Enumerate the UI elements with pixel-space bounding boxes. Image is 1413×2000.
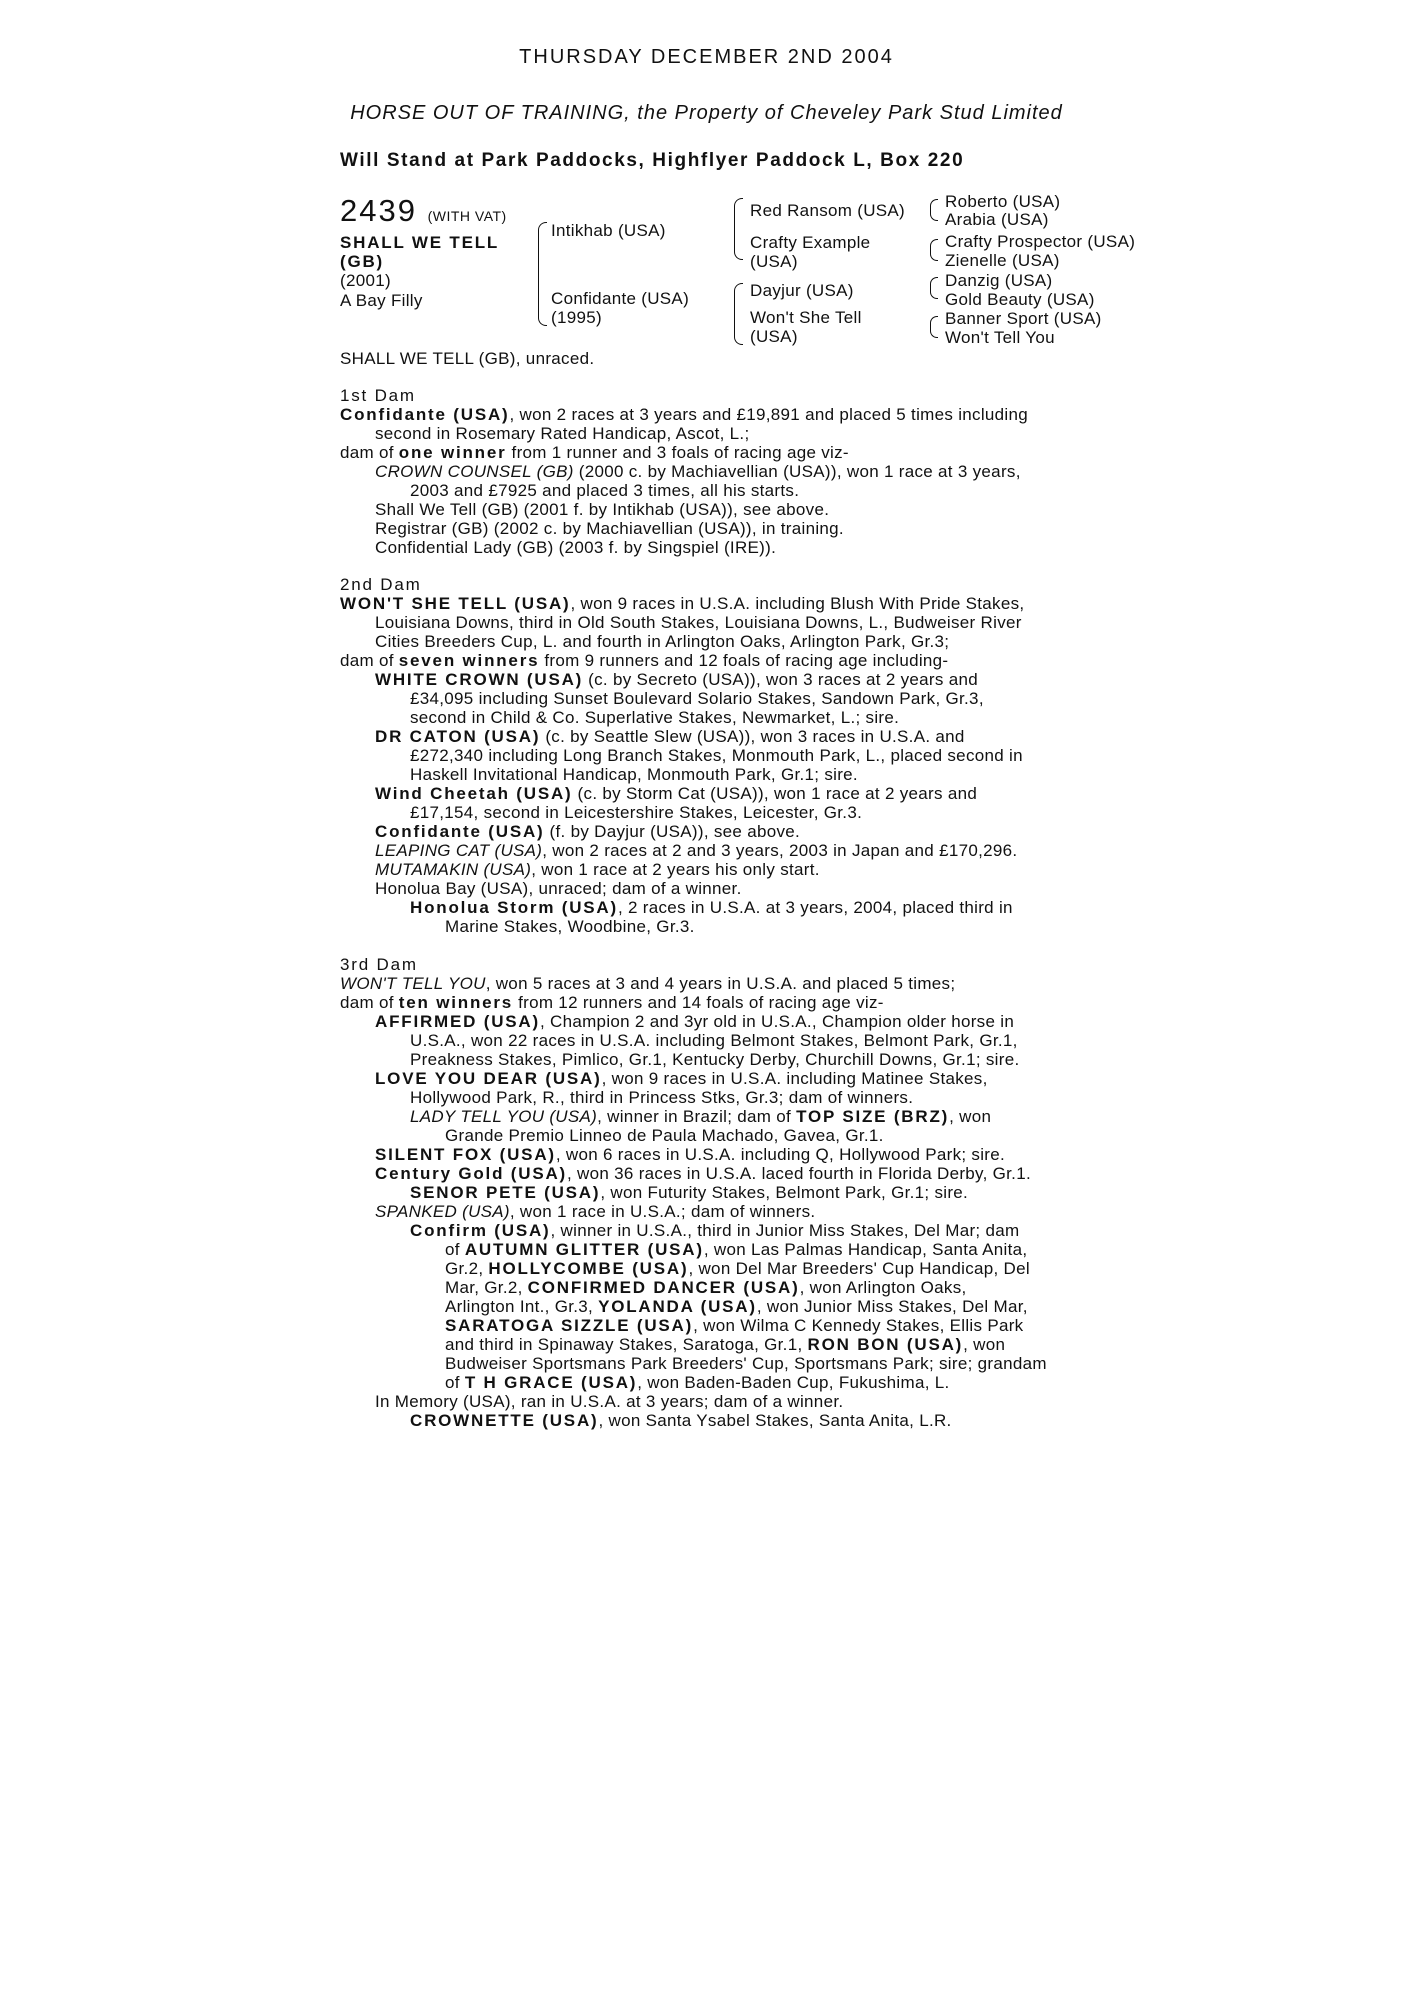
produce-line: £272,340 including Long Branch Stakes, Monmouth Park, L., placed second in — [410, 746, 1023, 765]
produce-line: Hollywood Park, R., third in Princess Stks, Gr.3; dam of winners. — [410, 1088, 914, 1107]
pedigree-sire-sire: Red Ransom (USA) — [750, 201, 906, 220]
produce-line: CROWNETTE (USA), won Santa Ysabel Stakes, Santa Anita, L.R. — [410, 1411, 952, 1430]
pedigree-ddd: Won't Tell You — [945, 328, 1055, 347]
section-heading: 2nd Dam — [340, 575, 422, 594]
horse-year: (2001) — [340, 271, 391, 290]
produce-line: SPANKED (USA), won 1 race in U.S.A.; dam of winners. — [375, 1202, 816, 1221]
pedigree-dam-year: (1995) — [551, 308, 602, 327]
produce-line: CROWN COUNSEL (GB) (2000 c. by Machiavellian (USA)), won 1 race at 3 years, — [375, 462, 1021, 481]
produce-line: Grande Premio Linneo de Paula Machado, Gavea, Gr.1. — [445, 1126, 884, 1145]
produce-line: Century Gold (USA), won 36 races in U.S.A. laced fourth in Florida Derby, Gr.1. — [375, 1164, 1031, 1183]
produce-line: SILENT FOX (USA), won 6 races in U.S.A. including Q, Hollywood Park; sire. — [375, 1145, 1006, 1164]
produce-line: of T H GRACE (USA), won Baden-Baden Cup, Fukushima, L. — [445, 1373, 950, 1392]
produce-line: £17,154, second in Leicestershire Stakes, Leicester, Gr.3. — [410, 803, 863, 822]
pedigree-sds: Crafty Prospector (USA) — [945, 232, 1136, 251]
produce-line: Preakness Stakes, Pimlico, Gr.1, Kentucky Derby, Churchill Downs, Gr.1; sire. — [410, 1050, 1020, 1069]
produce-line: Budweiser Sportsmans Park Breeders' Cup, Sportsmans Park; sire; grandam — [445, 1354, 1047, 1373]
sale-date: THURSDAY DECEMBER 2ND 2004 — [519, 46, 894, 68]
pedigree-sire: Intikhab (USA) — [551, 221, 666, 240]
horse-name: SHALL WE TELL — [340, 233, 500, 252]
pedigree-dsd: Gold Beauty (USA) — [945, 290, 1095, 309]
pedigree-sdd: Zienelle (USA) — [945, 251, 1060, 270]
dam-line: dam of seven winners from 9 runners and 12 foals of racing age including- — [340, 651, 949, 670]
produce-line: U.S.A., won 22 races in U.S.A. including Belmont Stakes, Belmont Park, Gr.1, — [410, 1031, 1018, 1050]
produce-line: LEAPING CAT (USA), won 2 races at 2 and 3 years, 2003 in Japan and £170,296. — [375, 841, 1018, 860]
dam-line: Louisiana Downs, third in Old South Stakes, Louisiana Downs, L., Budweiser River — [375, 613, 1022, 632]
horse-country: (GB) — [340, 252, 385, 271]
dam-line: Confidante (USA), won 2 races at 3 years and £19,891 and placed 5 times including — [340, 405, 1028, 424]
pedigree-dam-sire: Dayjur (USA) — [750, 281, 854, 300]
pedigree-sire-dam-country: (USA) — [750, 252, 798, 271]
dam-line: dam of ten winners from 12 runners and 14 foals of racing age viz- — [340, 993, 884, 1012]
pedigree-bracket — [930, 277, 938, 299]
stabling-line: Will Stand at Park Paddocks, Highflyer Paddock L, Box 220 — [340, 150, 965, 171]
produce-line: LOVE YOU DEAR (USA), won 9 races in U.S.A. including Matinee Stakes, — [375, 1069, 988, 1088]
produce-line: Arlington Int., Gr.3, YOLANDA (USA), won Junior Miss Stakes, Del Mar, — [445, 1297, 1028, 1316]
produce-line: LADY TELL YOU (USA), winner in Brazil; dam of TOP SIZE (BRZ), won — [410, 1107, 992, 1126]
dam-line: second in Rosemary Rated Handicap, Ascot, L.; — [375, 424, 750, 443]
produce-line: 2003 and £7925 and placed 3 times, all his starts. — [410, 481, 800, 500]
produce-line: AFFIRMED (USA), Champion 2 and 3yr old in U.S.A., Champion older horse in — [375, 1012, 1015, 1031]
dam-line: WON'T TELL YOU, won 5 races at 3 and 4 years in U.S.A. and placed 5 times; — [340, 974, 956, 993]
produce-line: Wind Cheetah (USA) (c. by Storm Cat (USA)), won 1 race at 2 years and — [375, 784, 978, 803]
produce-line: Registrar (GB) (2002 c. by Machiavellian (USA)), in training. — [375, 519, 844, 538]
pedigree-bracket — [734, 283, 743, 345]
dam-line: dam of one winner from 1 runner and 3 foals of racing age viz- — [340, 443, 849, 462]
produce-line: of AUTUMN GLITTER (USA), won Las Palmas Handicap, Santa Anita, — [445, 1240, 1028, 1259]
produce-line: Shall We Tell (GB) (2001 f. by Intikhab (USA)), see above. — [375, 500, 830, 519]
produce-line: Confidential Lady (GB) (2003 f. by Singspiel (IRE)). — [375, 538, 777, 557]
horse-description: A Bay Filly — [340, 291, 423, 310]
produce-line: Marine Stakes, Woodbine, Gr.3. — [445, 917, 695, 936]
produce-line: SARATOGA SIZZLE (USA), won Wilma C Kennedy Stakes, Ellis Park — [445, 1316, 1024, 1335]
pedigree-sss: Roberto (USA) — [945, 192, 1061, 211]
pedigree-sire-dam: Crafty Example — [750, 233, 871, 252]
produce-line: and third in Spinaway Stakes, Saratoga, Gr.1, RON BON (USA), won — [445, 1335, 1006, 1354]
pedigree-dam-dam-country: (USA) — [750, 327, 798, 346]
vendor-line: HORSE OUT OF TRAINING, the Property of Cheveley Park Stud Limited — [350, 102, 1063, 124]
produce-line: WHITE CROWN (USA) (c. by Secreto (USA)), won 3 races at 2 years and — [375, 670, 978, 689]
pedigree-bracket — [930, 199, 938, 221]
produce-line: Confirm (USA), winner in U.S.A., third in Junior Miss Stakes, Del Mar; dam — [410, 1221, 1020, 1240]
pedigree-bracket — [930, 239, 938, 261]
pedigree-dam: Confidante (USA) — [551, 289, 690, 308]
pedigree-ssd: Arabia (USA) — [945, 210, 1049, 229]
race-record: SHALL WE TELL (GB), unraced. — [340, 349, 595, 368]
produce-line: DR CATON (USA) (c. by Seattle Slew (USA)), won 3 races in U.S.A. and — [375, 727, 965, 746]
produce-line: MUTAMAKIN (USA), won 1 race at 2 years his only start. — [375, 860, 820, 879]
lot-number: 2439 — [340, 193, 417, 228]
lot-number-line — [340, 194, 507, 233]
produce-line: Mar, Gr.2, CONFIRMED DANCER (USA), won Arlington Oaks, — [445, 1278, 967, 1297]
produce-line: Honolua Bay (USA), unraced; dam of a winner. — [375, 879, 742, 898]
produce-line: Confidante (USA) (f. by Dayjur (USA)), see above. — [375, 822, 801, 841]
produce-line: SENOR PETE (USA), won Futurity Stakes, Belmont Park, Gr.1; sire. — [410, 1183, 969, 1202]
pedigree-bracket — [538, 222, 547, 326]
section-heading: 3rd Dam — [340, 955, 418, 974]
pedigree-dds: Banner Sport (USA) — [945, 309, 1102, 328]
produce-line: second in Child & Co. Superlative Stakes, Newmarket, L.; sire. — [410, 708, 900, 727]
produce-line: Gr.2, HOLLYCOMBE (USA), won Del Mar Breeders' Cup Handicap, Del — [445, 1259, 1030, 1278]
pedigree-dss: Danzig (USA) — [945, 271, 1053, 290]
dam-line: Cities Breeders Cup, L. and fourth in Arlington Oaks, Arlington Park, Gr.3; — [375, 632, 950, 651]
produce-line: In Memory (USA), ran in U.S.A. at 3 years; dam of a winner. — [375, 1392, 844, 1411]
vat-note: (WITH VAT) — [427, 208, 507, 224]
pedigree-dam-dam: Won't She Tell — [750, 308, 862, 327]
section-heading: 1st Dam — [340, 386, 416, 405]
dam-line: WON'T SHE TELL (USA), won 9 races in U.S.A. including Blush With Pride Stakes, — [340, 594, 1025, 613]
produce-line: Honolua Storm (USA), 2 races in U.S.A. at 3 years, 2004, placed third in — [410, 898, 1013, 917]
produce-line: Haskell Invitational Handicap, Monmouth Park, Gr.1; sire. — [410, 765, 858, 784]
produce-line: £34,095 including Sunset Boulevard Solario Stakes, Sandown Park, Gr.3, — [410, 689, 984, 708]
pedigree-bracket — [734, 198, 743, 260]
pedigree-bracket — [930, 316, 938, 338]
